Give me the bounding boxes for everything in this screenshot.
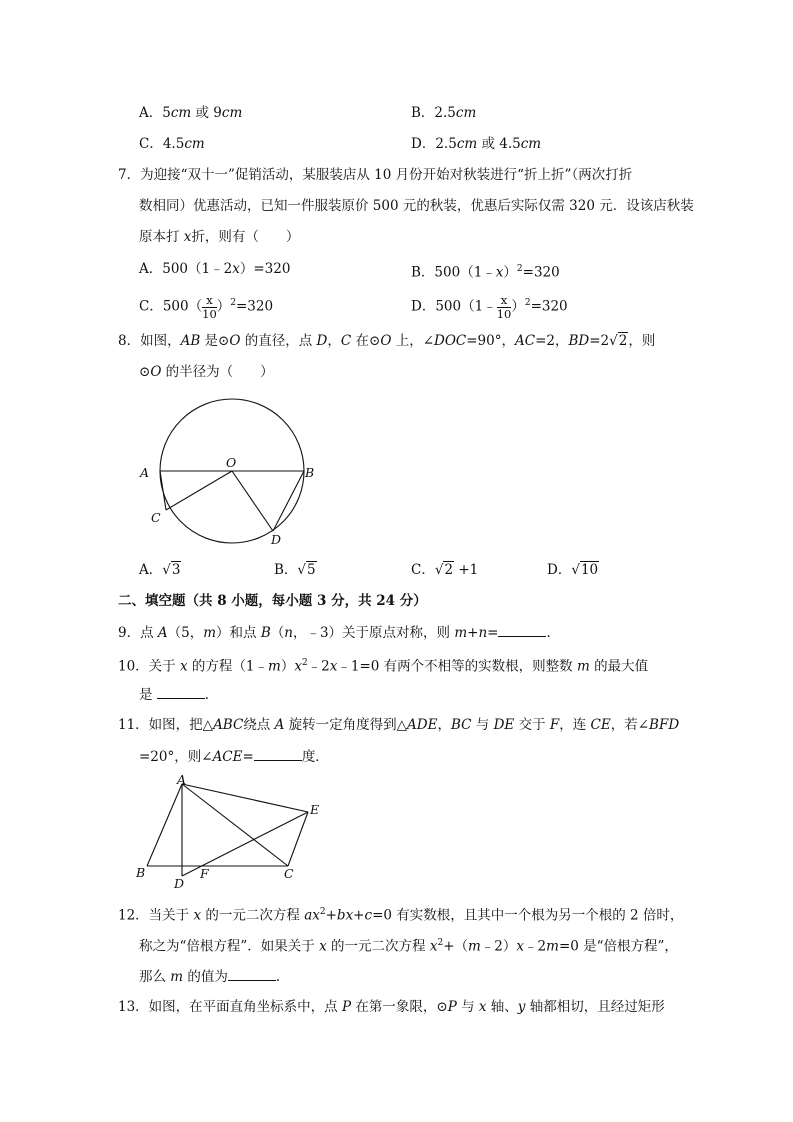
- q7-option-a: A．500（1﹣2x）=320: [139, 261, 291, 277]
- segment-oc: [166, 471, 232, 510]
- q8-option-a: A．√3: [139, 562, 181, 578]
- label-c: C: [284, 866, 294, 881]
- q11-stem-line1: 11．如图，把△ABC绕点 A 旋转一定角度得到△ADE，BC 与 DE 交于 F，连 CE，若∠BFD: [118, 717, 680, 733]
- q10-stem-line2: 是 ．: [139, 684, 218, 705]
- segment-ab: [147, 784, 182, 866]
- q12-stem-line1: 12．当关于 x 的一元二次方程 $ax^2+bx+c=0$ 有实数根，且其中一个根为另一个根的 2 倍时，: [118, 907, 684, 924]
- q7-option-d: D．500（1﹣ $\frac{x}{10}$ ）$^2$=320: [411, 292, 568, 321]
- segment-od: [232, 471, 273, 531]
- q8-stem-line1: 8．如图，AB 是⊙O 的直径，点 D，C 在⊙O 上，∠DOC=90°，AC=2，BD=2√2，则: [118, 333, 656, 349]
- q8-option-d: D．√10: [547, 562, 599, 578]
- segment-ac: [160, 471, 166, 510]
- q8-stem-line2: ⊙O 的半径为（ ）: [139, 364, 274, 380]
- label-o: O: [226, 455, 237, 470]
- q7-option-c: C．500（ $\frac{x}{10}$ ）$^2$=320: [139, 292, 274, 321]
- q12-stem-line2: 称之为“倍根方程”．如果关于 x 的一元二次方程 $x^2+(m﹣2)x﹣2m=0$ 是“倍根方程”，: [139, 938, 678, 955]
- section-heading: 二、填空题（共 8 小题，每小题 3 分，共 24 分）: [118, 593, 427, 609]
- q8-circle-figure: [135, 392, 325, 552]
- label-d: D: [174, 876, 185, 891]
- q11-stem-line2: =20°，则∠ACE= 度．: [139, 746, 329, 767]
- label-b: B: [305, 465, 315, 480]
- fraction: $\frac{x}{10}$: [202, 292, 217, 321]
- label-b: B: [136, 865, 146, 880]
- q7-stem-line1: 7．为迎接“双十一”促销活动，某服装店从 10 月份开始对秋装进行“折上折”（两次打折: [118, 167, 633, 183]
- label-a: A: [177, 774, 187, 787]
- label-e: E: [310, 802, 320, 817]
- label-f: F: [200, 866, 209, 881]
- q6-option-a: A．5cm 或 9cm: [139, 105, 243, 121]
- q7-option-b: B．500（1﹣x）$^2$=320: [411, 264, 560, 281]
- q6-option-c: C．4.5cm: [139, 136, 205, 152]
- q6-option-b: B．2.5cm: [411, 105, 477, 121]
- q9-stem: 9．点 A（5，m）和点 B（n，﹣3）关于原点对称，则 m+n= ．: [118, 622, 560, 643]
- q13-stem-line1: 13．如图，在平面直角坐标系中，点 P 在第一象限，⊙P 与 x 轴、y 轴都相切，且经过矩形: [118, 999, 665, 1015]
- label-a: A: [140, 465, 150, 480]
- answer-blank[interactable]: [254, 746, 302, 761]
- q7-stem-line3: 原本打 x折，则有（ ）: [139, 229, 300, 245]
- answer-blank[interactable]: [157, 684, 205, 699]
- q6-option-d: D．2.5cm 或 4.5cm: [411, 136, 542, 152]
- q12-stem-line3: 那么 m 的值为 ．: [139, 966, 289, 987]
- fraction: $\frac{x}{10}$: [496, 292, 512, 321]
- q7-stem-line2: 数相同）优惠活动，已知一件服装原价 500 元的秋装，优惠后实际仅需 320 元．设该店秋装: [139, 198, 694, 214]
- label-d: D: [271, 532, 282, 547]
- answer-blank[interactable]: [498, 622, 546, 637]
- label-c: C: [151, 510, 161, 525]
- q11-triangle-figure: [132, 774, 332, 892]
- sqrt: √2: [609, 333, 628, 349]
- q8-option-c: C．√2 +1: [411, 562, 479, 578]
- q10-stem-line1: 10．关于 x 的方程$(1﹣m)x^2﹣2x﹣1=0$ 有两个不相等的实数根，则整数 m 的最大值: [118, 658, 649, 675]
- segment-bd: [273, 471, 304, 531]
- q8-option-b: B．√5: [274, 562, 316, 578]
- answer-blank[interactable]: [228, 966, 276, 981]
